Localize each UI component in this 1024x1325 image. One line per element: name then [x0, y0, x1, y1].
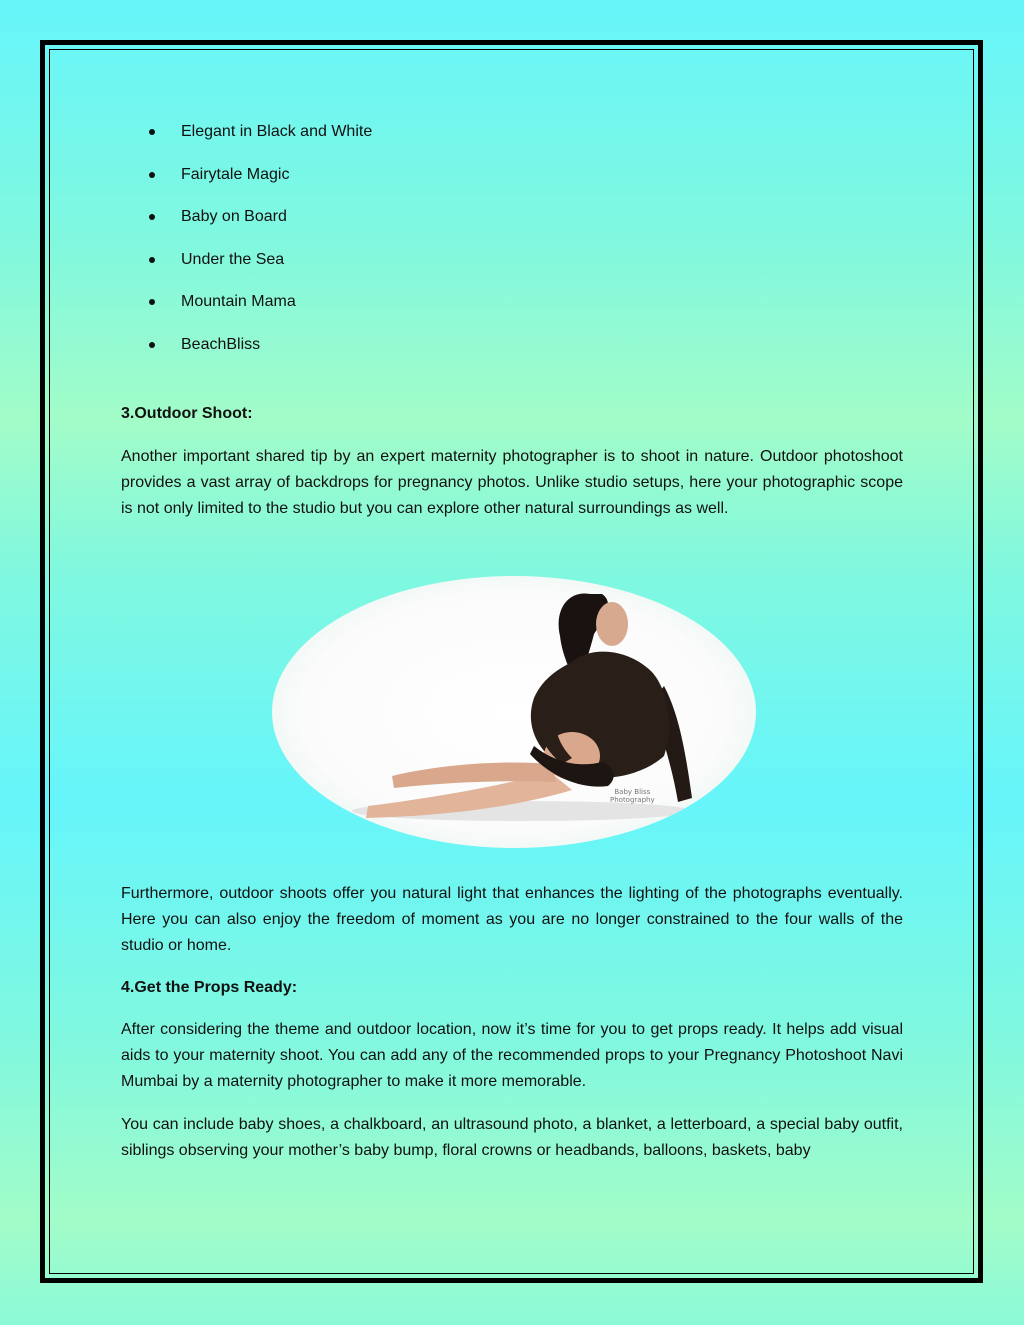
theme-bullet-list	[149, 120, 372, 375]
photo-watermark	[610, 788, 655, 804]
paragraph-natural-light: Furthermore, outdoor shoots offer you natural light that enhances the lighting of the photographs eventually. Here you can also enjoy the freedom of moment as you are no longer constrained to the four walls of the studio or home.	[121, 885, 903, 954]
section-heading-outdoor-shoot: 3.Outdoor Shoot:	[121, 405, 253, 422]
list-item-label: Elegant in Black and White	[181, 123, 373, 140]
list-item	[149, 163, 372, 206]
list-item-label: Mountain Mama	[181, 293, 296, 310]
paragraph-outdoor-shoot: Another important shared tip by an expert maternity photographer is to shoot in nature. Outdoor photoshoot provides a vast array of backdrops for pregnancy photos. Unlike studio setups, here your photographic scope is not only limited to the studio but you can explore other natural surroundings as well.	[121, 448, 903, 517]
watermark-line-2: Photography	[610, 796, 655, 804]
list-item-label: BeachBliss	[181, 335, 261, 353]
list-item	[149, 333, 372, 376]
paragraph-props-intro: After considering the theme and outdoor location, now it’s time for you to get props ready. It helps add visual aids to your maternity shoot. You can add any of the recommended props to your Pregnancy Photoshoot Navi Mumbai by a maternity photographer to make it more memorable.	[121, 1021, 903, 1090]
bullet-icon	[149, 172, 155, 178]
list-item	[149, 248, 372, 291]
maternity-photo	[272, 576, 756, 848]
bullet-icon	[149, 214, 155, 220]
paragraph-props-list: You can include baby shoes, a chalkboard, an ultrasound photo, a blanket, a letterboard, a special baby outfit, siblings observing your mother’s baby bump, floral crowns or headbands, balloons, baskets, baby	[121, 1116, 903, 1159]
bullet-icon	[149, 299, 155, 305]
list-item	[149, 205, 372, 248]
bullet-icon	[149, 129, 155, 135]
bullet-icon	[149, 257, 155, 263]
face-shape	[596, 602, 628, 646]
section-heading-props: 4.Get the Props Ready:	[121, 979, 298, 996]
list-item-label: Fairytale Magic	[181, 165, 290, 183]
bullet-icon	[149, 342, 155, 348]
list-item	[149, 290, 372, 333]
list-item	[149, 120, 372, 163]
list-item-label: Under the Sea	[181, 250, 285, 268]
watermark-line-1: Baby Bliss	[614, 788, 651, 796]
maternity-pose-illustration	[272, 576, 756, 848]
list-item-label: Baby on Board	[181, 208, 287, 225]
